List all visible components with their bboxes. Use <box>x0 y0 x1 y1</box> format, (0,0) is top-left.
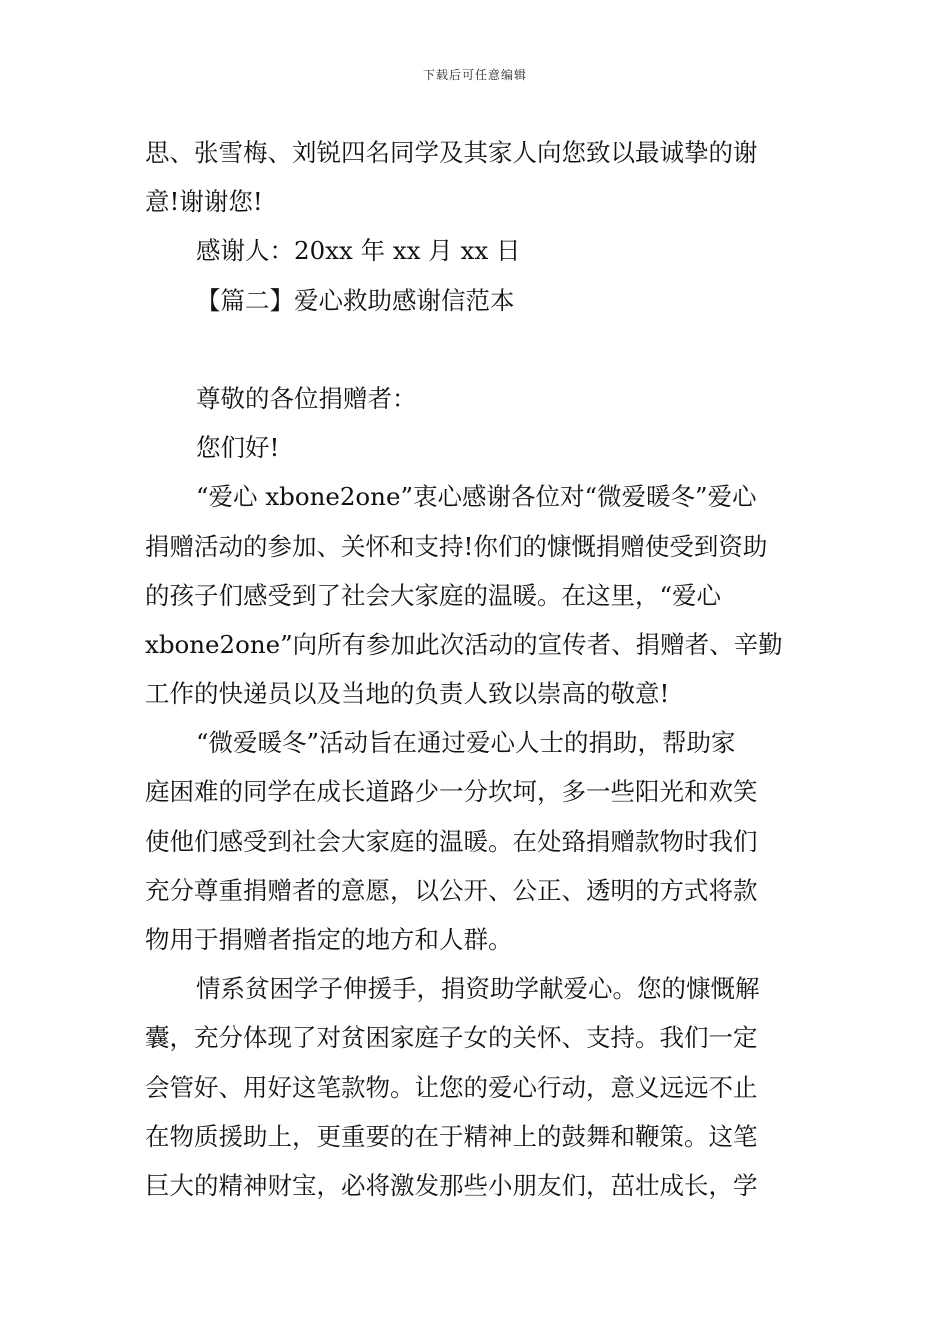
greeting: 您们好! <box>196 433 280 463</box>
text-line: 的孩子们感受到了社会大家庭的温暖。在这里，“爱心 <box>145 580 722 610</box>
text-line: 使他们感受到社会大家庭的温暖。在处臵捐赠款物时我们 <box>145 826 758 856</box>
text-line: “爱心 xbone2one”衷心感谢各位对“微爱暖冬”爱心 <box>196 482 757 512</box>
text-line: 巨大的精神财宝，必将激发那些小朋友们，茁壮成长，学 <box>145 1170 758 1200</box>
text-line: 思、张雪梅、刘锐四名同学及其家人向您致以最诚挚的谢 <box>145 138 758 167</box>
text-line: 庭困难的同学在成长道路少一分坎坷，多一些阳光和欢笑 <box>145 777 758 807</box>
text-line: xbone2one”向所有参加此次活动的宣传者、捐赠者、辛勤 <box>145 629 783 659</box>
section-title: 【篇二】爱心救助感谢信范本 <box>196 285 515 315</box>
text-line: 工作的快递员以及当地的负责人致以崇高的敬意! <box>145 679 670 709</box>
text-line: 捐赠活动的参加、关怀和支持!你们的慷慨捐赠使受到资助 <box>145 531 768 561</box>
text-line: 在物质援助上，更重要的在于精神上的鼓舞和鞭策。这笔 <box>145 1121 758 1151</box>
text-line: 充分尊重捐赠者的意愿，以公开、公正、透明的方式将款 <box>145 875 758 905</box>
blank-line <box>145 325 807 374</box>
text-line: 意!谢谢您! <box>145 187 263 217</box>
text-line: 情系贫困学子伸援手，捐资助学献爱心。您的慷慨解 <box>196 974 760 1004</box>
salutation: 尊敬的各位捐赠者： <box>196 383 417 413</box>
text-line: 囊，充分体现了对贫困家庭子女的关怀、支持。我们一定 <box>145 1023 758 1053</box>
document-body <box>145 128 807 1210</box>
text-line: “微爱暖冬”活动旨在通过爱心人士的捐助，帮助家 <box>196 728 736 758</box>
signature-date-line: 感谢人：20xx 年 xx 月 xx 日 <box>196 236 521 266</box>
text-line: 物用于捐赠者指定的地方和人群。 <box>145 925 513 954</box>
page-header-note: 下载后可任意编辑 <box>422 68 527 82</box>
text-line: 会管好、用好这笔款物。让您的爱心行动，意义远远不止 <box>145 1072 758 1102</box>
